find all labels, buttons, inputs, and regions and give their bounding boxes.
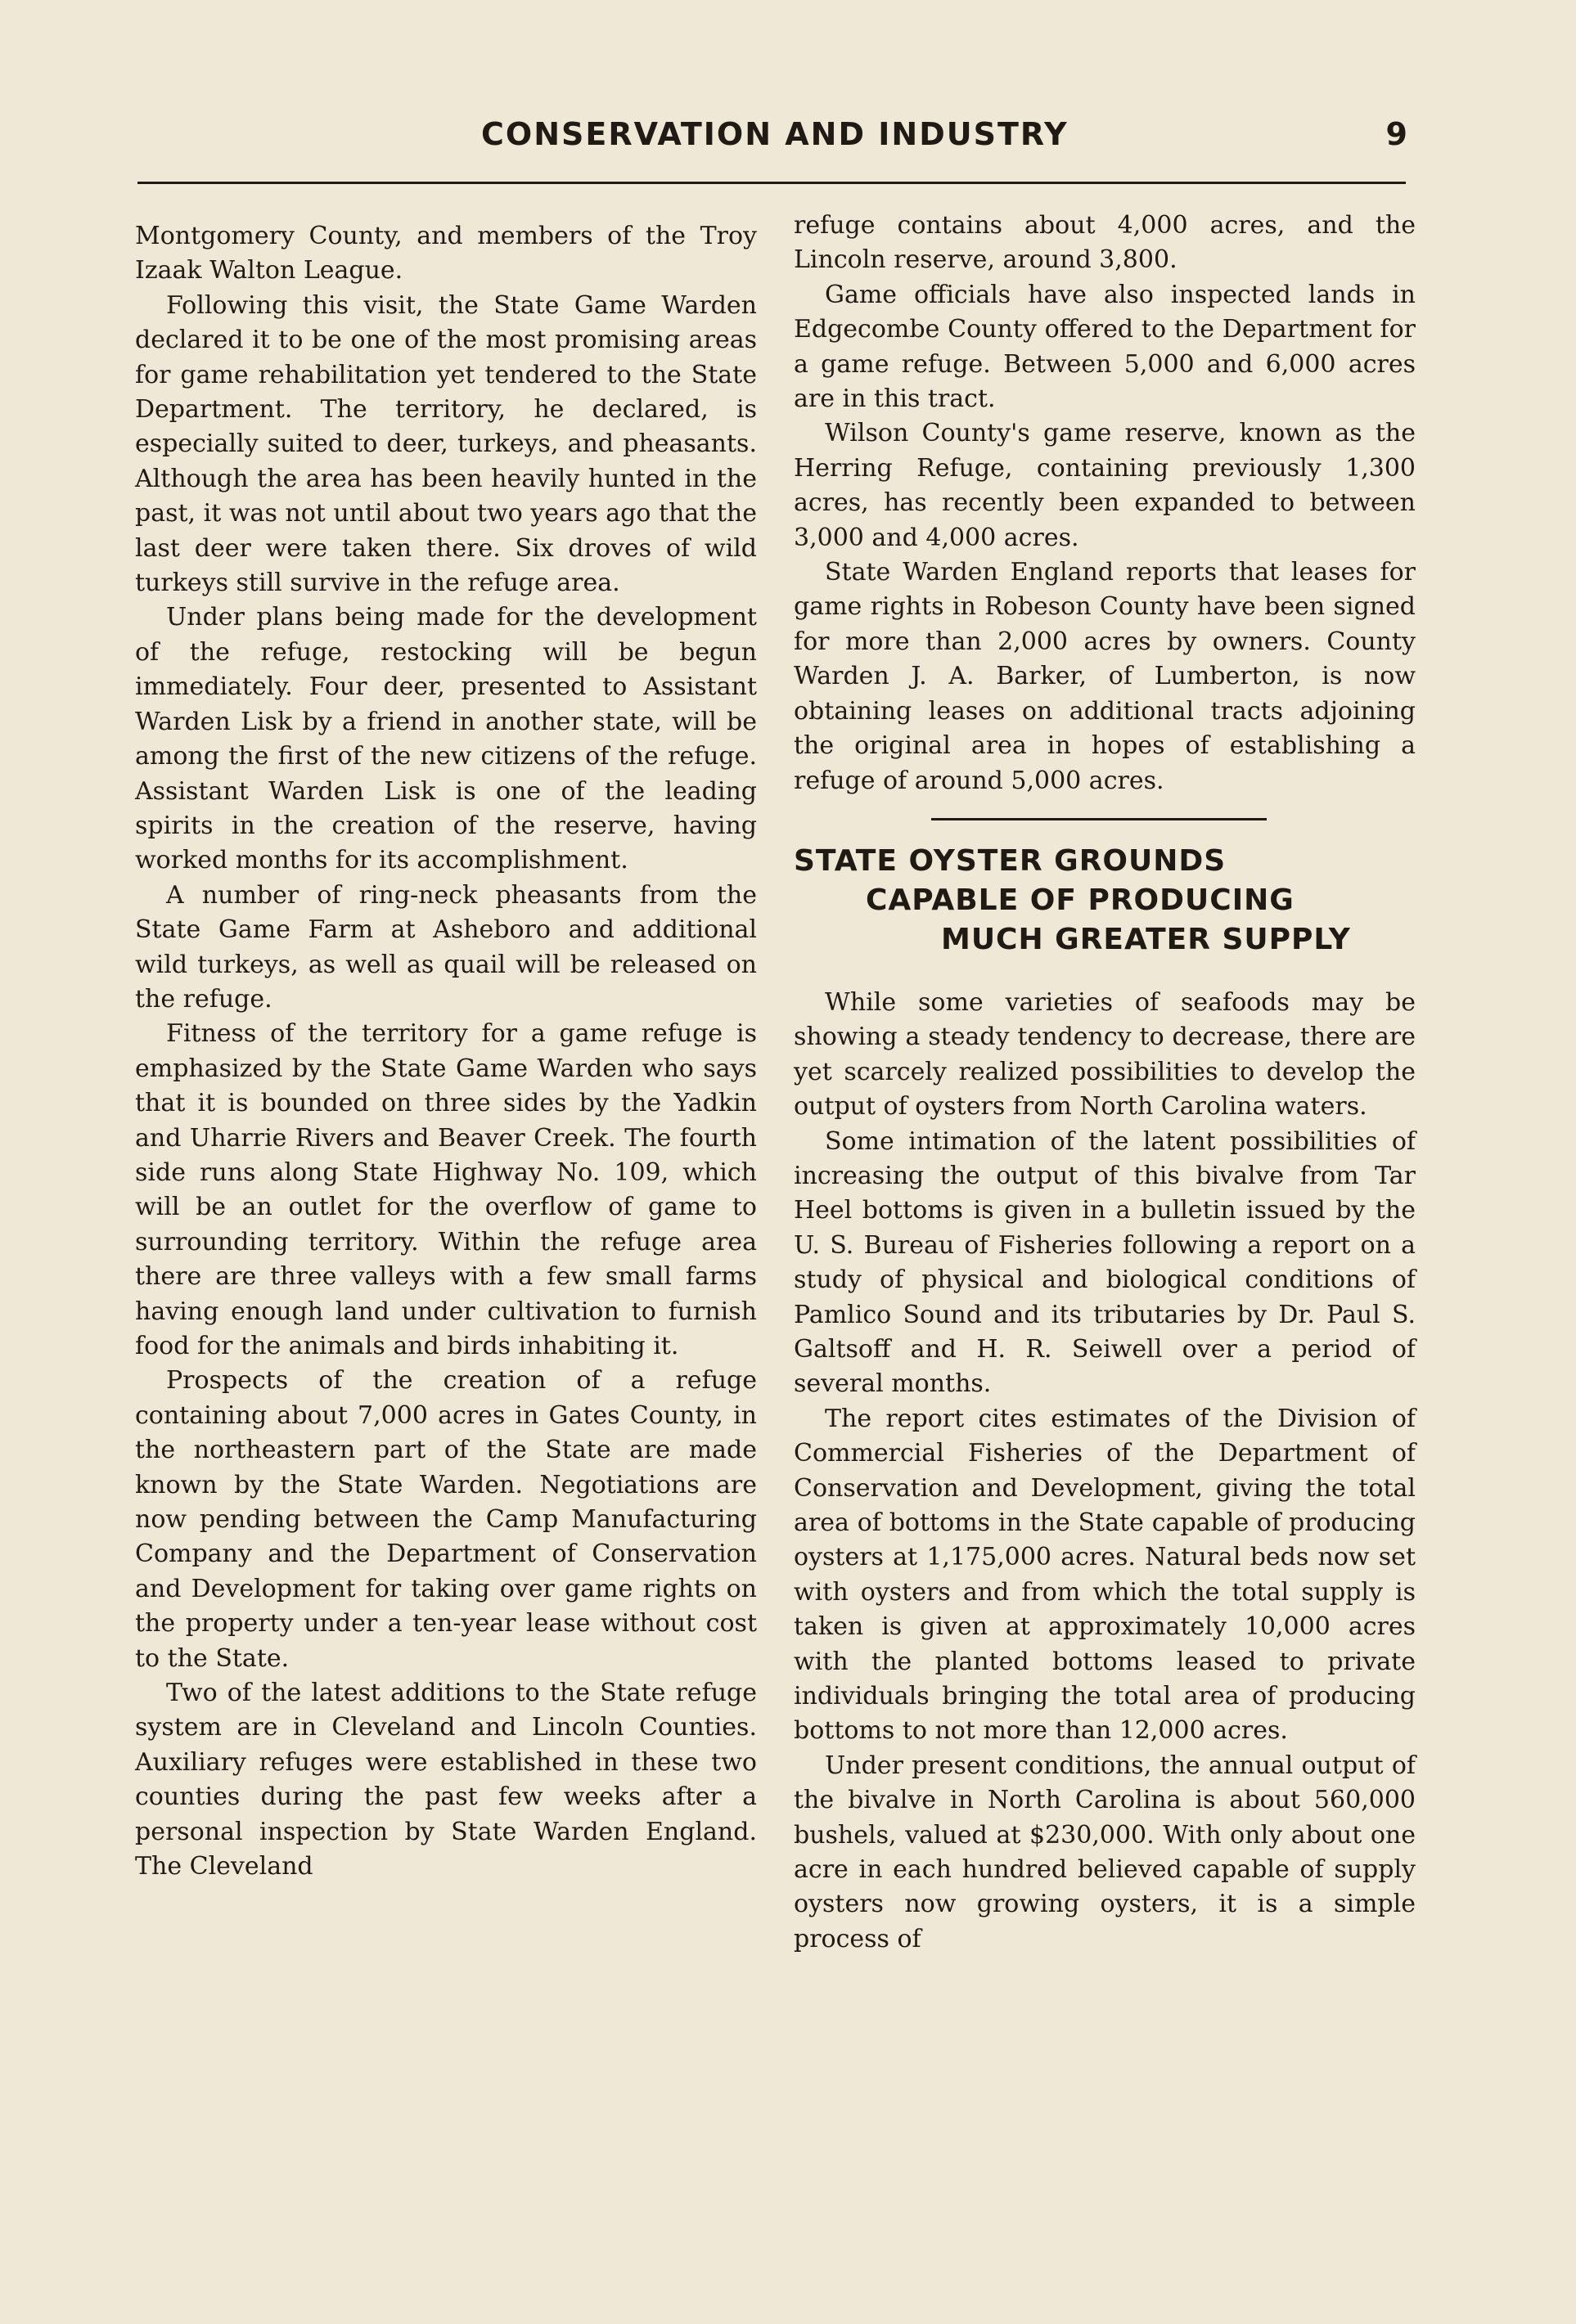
- paragraph: State Warden England reports that leases for game rights in Robeson County have been signed for more than 2,000 acres by owners. County Warden J. A. Barker, of Lumberton, is now obtaining leases on additional tracts adjoining the original area in hopes of establishing a refuge of around 5,000 acres.: [794, 558, 1416, 795]
- headline-line: CAPABLE OF PRODUCING: [866, 883, 1295, 917]
- paragraph: The report cites estimates of the Division of Commercial Fisheries of the Department of Conservation and Development, giving the total area of bottoms in the State capable of producing oysters at 1,175,000 acres. Natural beds now set with oysters and from which the total supply is taken is given at approximately 10,000 acres with the planted bottoms leased to private individuals bringing the total area of producing bottoms to not more than 12,000 acres.: [794, 1404, 1416, 1746]
- paragraph: While some varieties of seafoods may be showing a steady tendency to decrease, there are yet scarcely realized possibilities to develop the output of oysters from North Carolina waters.: [794, 987, 1416, 1122]
- article-headline: [794, 842, 1416, 960]
- header-rule: [137, 182, 1406, 184]
- paragraph: Wilson County's game reserve, known as the Herring Refuge, containing previously 1,300 acres, has recently been expanded to between 3,000 and 4,000 acres.: [794, 419, 1416, 552]
- publication-title: CONSERVATION AND INDUSTRY: [481, 116, 1069, 152]
- paragraph: A number of ring-neck pheasants from the State Game Farm at Asheboro and additional wild turkeys, as well as quail will be released on the refuge.: [135, 880, 757, 1014]
- section-divider: [931, 818, 1267, 820]
- paragraph: Fitness of the territory for a game refuge is emphasized by the State Game Warden who says that it is bounded on three sides by the Yadkin and Uharrie Rivers and Beaver Creek. The fourth side runs along State Highway No. 109, which will be an outlet for the overflow of game to surrounding territory. Within the refuge area there are three valleys with a few small farms having enough land under cultivation to furnish food for the animals and birds inhabiting it.: [135, 1019, 757, 1360]
- paragraph: Under plans being made for the development of the refuge, restocking will be begun immediately. Four deer, presented to Assistant Warden Lisk by a friend in another state, will be among the first of the new citizens of the refuge. Assistant Warden Lisk is one of the leading spirits in the creation of the reserve, having worked months for its accomplishment.: [135, 603, 757, 875]
- running-header: [137, 116, 1407, 165]
- left-column: [135, 219, 757, 1885]
- paragraph: Prospects of the creation of a refuge containing about 7,000 acres in Gates County, in the northeastern part of the State are made known by the State Warden. Negotiations are now pending between the Camp Manufacturing Company and the Department of Conservation and Development for taking over game rights on the property under a ten-year lease without cost to the State.: [135, 1366, 757, 1673]
- paragraph: Montgomery County, and members of the Troy Izaak Walton League.: [135, 222, 757, 285]
- headline-line: STATE OYSTER GROUNDS: [794, 843, 1227, 878]
- paragraph: Following this visit, the State Game Warden declared it to be one of the most promising areas for game rehabilitation yet tendered to the State Department. The territory, he declared, is especially suited to deer, turkeys, and pheasants. Although the area has been heavily hunted in the past, it was not until about two years ago that the last deer were taken there. Six droves of wild turkeys still survive in the refuge area.: [135, 290, 757, 598]
- right-column: [794, 209, 1416, 1957]
- paragraph: Two of the latest additions to the State refuge system are in Cleveland and Lincoln Counties. Auxiliary refuges were established in these two counties during the past few weeks after a personal inspection by State Warden England. The Cleveland: [135, 1679, 757, 1881]
- paragraph: refuge contains about 4,000 acres, and the Lincoln reserve, around 3,800.: [794, 211, 1416, 275]
- paragraph: Some intimation of the latent possibilities of increasing the output of this bivalve from Tar Heel bottoms is given in a bulletin issued by the U. S. Bureau of Fisheries following a report on a study of physical and biological conditions of Pamlico Sound and its tributaries by Dr. Paul S. Galtsoff and H. R. Seiwell over a period of several months.: [794, 1126, 1416, 1399]
- page-number: 9: [1385, 116, 1407, 152]
- headline-line: MUCH GREATER SUPPLY: [941, 922, 1351, 956]
- paragraph: Under present conditions, the annual output of the bivalve in North Carolina is about 560,000 bushels, valued at $230,000. With only about one acre in each hundred believed capable of supply oysters now growing oysters, it is a simple process of: [794, 1751, 1416, 1953]
- paragraph: Game officials have also inspected lands in Edgecombe County offered to the Department for a game refuge. Between 5,000 and 6,000 acres are in this tract.: [794, 280, 1416, 414]
